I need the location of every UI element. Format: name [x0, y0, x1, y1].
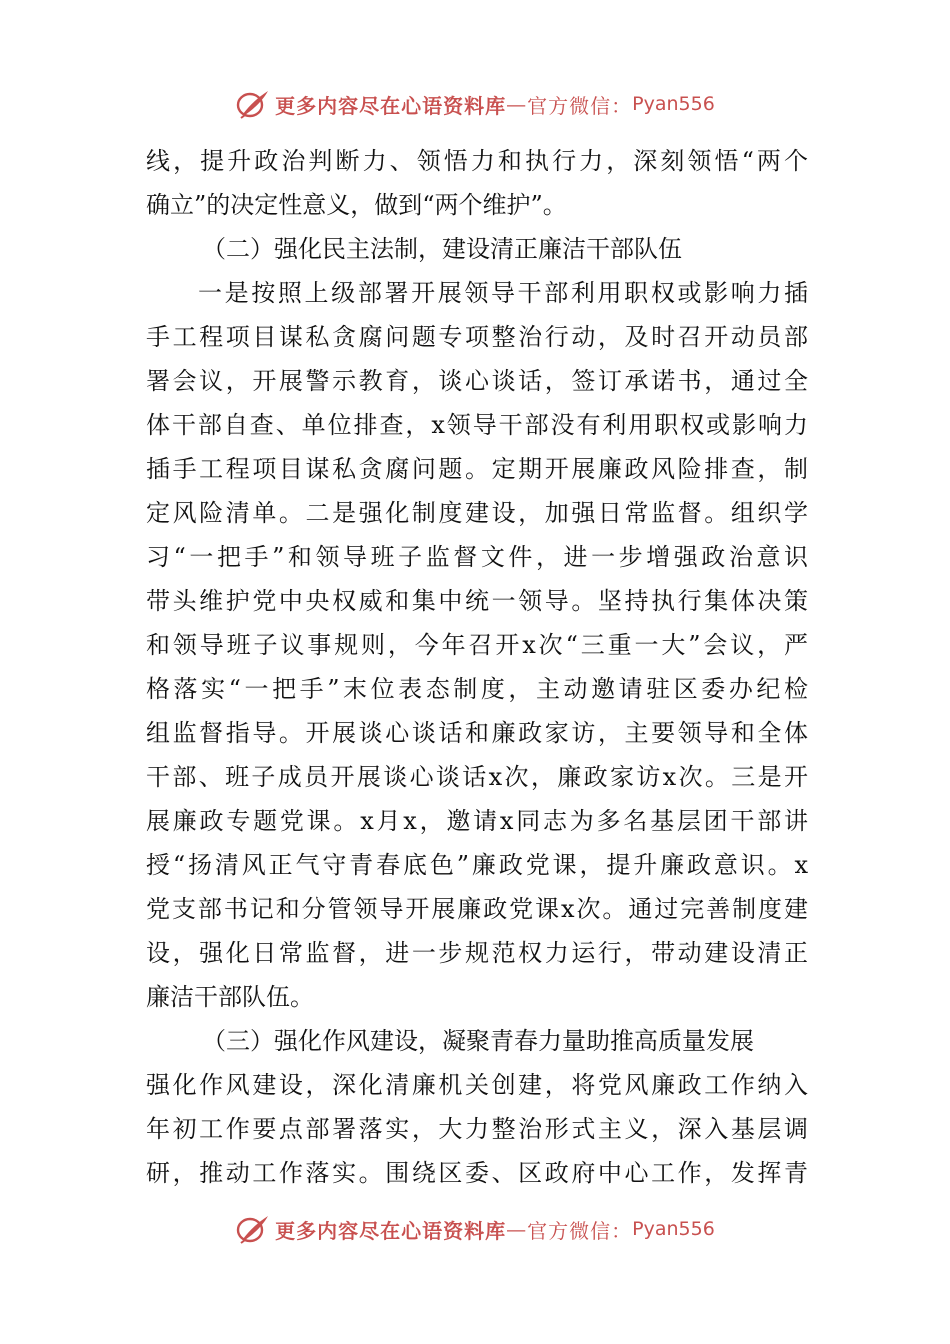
body-line: 带头维护党中央权威和集中统一领导。坚持执行集体决策 [146, 587, 808, 615]
section-heading: （二）强化民主法制，建设清正廉洁干部队伍 [202, 235, 682, 263]
body-line: 一是按照上级部署开展领导干部利用职权或影响力插 [198, 279, 808, 307]
banner-official-label: 官方微信： [527, 93, 633, 118]
banner-wechat-id: Pyan556 [632, 1218, 715, 1240]
body-line: 定风险清单。二是强化制度建设，加强日常监督。组织学 [146, 499, 808, 527]
body-line: 和领导班子议事规则，今年召开x次“三重一大”会议，严 [146, 631, 808, 659]
body-line: 确立”的决定性意义，做到“两个维护”。 [146, 191, 567, 219]
body-line: 线，提升政治判断力、领悟力和执行力，深刻领悟“两个 [146, 147, 808, 175]
body-line: 年初工作要点部署落实，大力整治形式主义，深入基层调 [146, 1115, 808, 1143]
banner-brand-text: 更多内容尽在心语资料库 [275, 93, 507, 118]
body-line: 习“一把手”和领导班子监督文件，进一步增强政治意识 [146, 543, 808, 571]
body-line: 组监督指导。开展谈心谈话和廉政家访，主要领导和全体 [146, 719, 808, 747]
banner-separator: — [506, 1217, 528, 1241]
body-line: 手工程项目谋私贪腐问题专项整治行动，及时召开动员部 [146, 323, 808, 351]
body-line: 格落实“一把手”末位表态制度，主动邀请驻区委办纪检 [146, 675, 808, 703]
body-line: 署会议，开展警示教育，谈心谈话，签订承诺书，通过全 [146, 367, 808, 395]
body-line: 授“扬清风正气守青春底色”廉政党课，提升廉政意识。x [146, 851, 808, 879]
section-heading: （三）强化作风建设，凝聚青春力量助推高质量发展 [202, 1027, 754, 1055]
header-watermark-banner [0, 84, 950, 124]
body-line: 强化作风建设，深化清廉机关创建，将党风廉政工作纳入 [146, 1071, 808, 1099]
banner-separator: — [506, 92, 528, 116]
document-body [146, 139, 808, 1195]
body-line: 党支部书记和分管领导开展廉政党课x次。通过完善制度建 [146, 895, 808, 923]
body-line: 展廉政专题党课。x月x，邀请x同志为多名基层团干部讲 [146, 807, 808, 835]
footer-watermark-banner [0, 1209, 950, 1249]
body-line: 廉洁干部队伍。 [146, 983, 314, 1011]
body-line: 体干部自查、单位排查，x领导干部没有利用职权或影响力 [146, 411, 808, 439]
body-line: 设，强化日常监督，进一步规范权力运行，带动建设清正 [146, 939, 808, 967]
quill-logo-icon [235, 1213, 271, 1245]
quill-logo-icon [235, 88, 271, 120]
banner-official-label: 官方微信： [527, 1218, 633, 1243]
banner-wechat-id: Pyan556 [632, 93, 715, 115]
body-line: 研，推动工作落实。围绕区委、区政府中心工作，发挥青 [146, 1159, 808, 1187]
body-line: 干部、班子成员开展谈心谈话x次，廉政家访x次。三是开 [146, 763, 808, 791]
banner-brand-text: 更多内容尽在心语资料库 [275, 1218, 507, 1243]
body-line: 插手工程项目谋私贪腐问题。定期开展廉政风险排查，制 [146, 455, 808, 483]
